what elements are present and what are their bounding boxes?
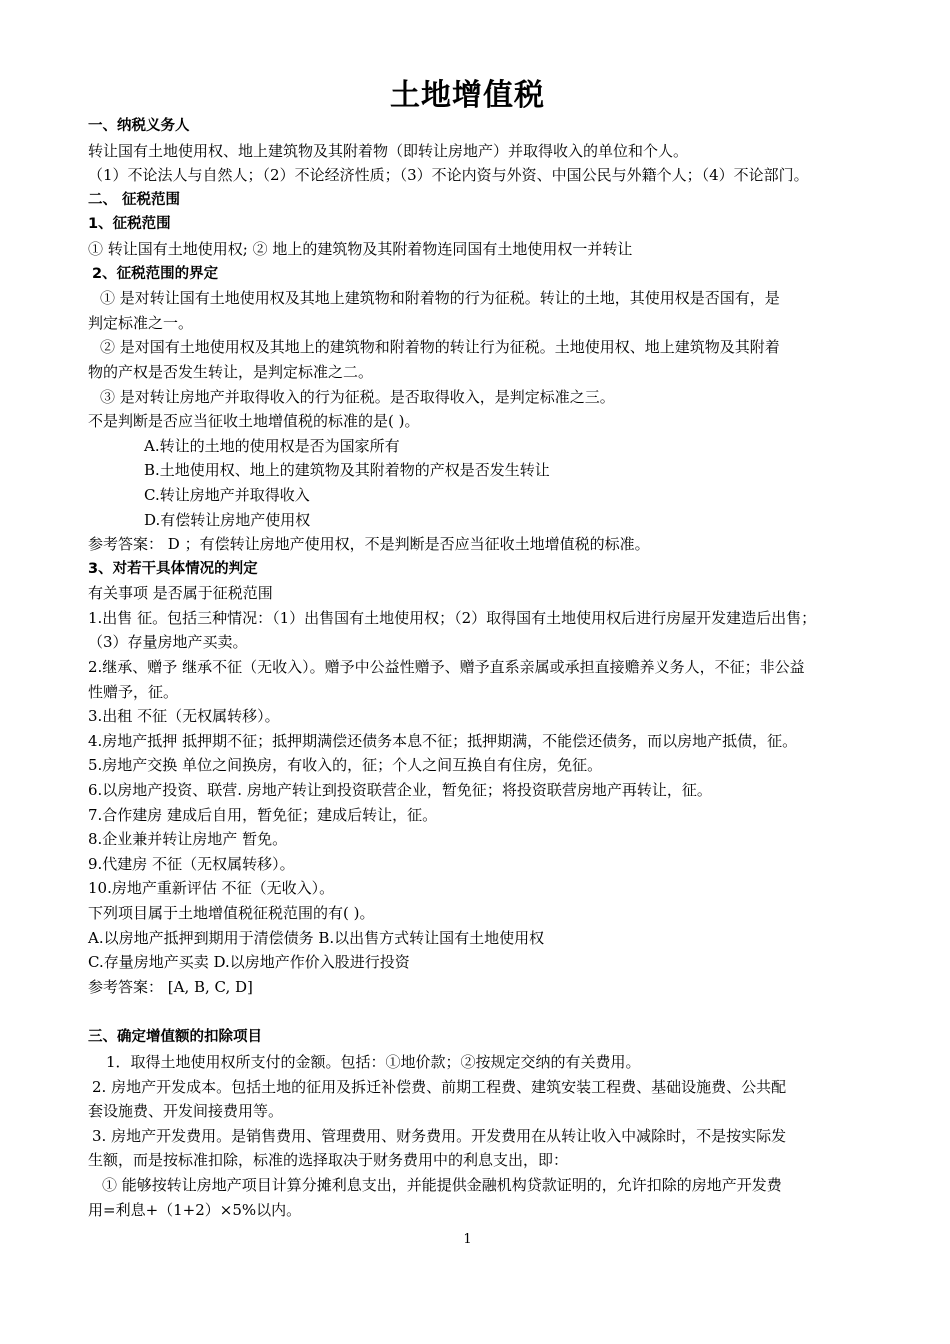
section-heading: 二、 征税范围 bbox=[88, 191, 181, 208]
paragraph-line: 3. 房地产开发费用。是销售费用、管理费用、财务费用。开发费用在从转让收入中减除时，不是按实际发 bbox=[92, 1126, 787, 1145]
paragraph-line: 判定标准之一。 bbox=[88, 313, 194, 332]
answer-line: 参考答案： [A, B, C, D] bbox=[88, 977, 253, 996]
paragraph-line: 8.企业兼并转让房地产 暂免。 bbox=[88, 830, 288, 849]
paragraph-line: 1.出售 征。包括三种情况：（1）出售国有土地使用权；（2）取得国有土地使用权后进行房屋开发建造后出售； bbox=[88, 608, 817, 627]
paragraph-line: 10.房地产重新评估 不征（无收入）。 bbox=[88, 879, 335, 898]
question-option: D.有偿转让房地产使用权 bbox=[144, 510, 311, 529]
paragraph-line: 7.合作建房 建成后自用，暂免征；建成后转让，征。 bbox=[88, 805, 438, 824]
paragraph-line: 生额，而是按标准扣除，标准的选择取决于财务费用中的利息支出，即： bbox=[88, 1151, 569, 1170]
paragraph-line: ① 转让国有土地使用权; ② 地上的建筑物及其附着物连同国有土地使用权一并转让 bbox=[88, 239, 633, 258]
paragraph-line: 2.继承、赠予 继承不征（无收入）。赠予中公益性赠予、赠予直系亲属或承担直接赡养义务人，不征；非公益 bbox=[88, 658, 805, 677]
paragraph-line: 6.以房地产投资、联营. 房地产转让到投资联营企业，暂免征；将投资联营房地产再转让，征。 bbox=[88, 781, 712, 800]
question-option: A.以房地产抵押到期用于清偿债务 B.以出售方式转让国有土地使用权 bbox=[88, 928, 545, 947]
paragraph-line: 用=利息+（1+2）×5%以内。 bbox=[88, 1200, 302, 1219]
paragraph-line: （3）存量房地产买卖。 bbox=[88, 633, 248, 652]
paragraph-line: 转让国有土地使用权、地上建筑物及其附着物（即转让房地产）并取得收入的单位和个人。 bbox=[88, 141, 689, 160]
paragraph-line: ① 能够按转让房地产项目计算分摊利息支出，并能提供金融机构贷款证明的，允许扣除的房地产开发费 bbox=[102, 1175, 782, 1194]
paragraph-line: 性赠予，征。 bbox=[88, 682, 179, 701]
paragraph-line: （1）不论法人与自然人；（2）不论经济性质；（3）不论内资与外资、中国公民与外籍个人；（4）不论部门。 bbox=[88, 166, 809, 185]
question-line: 下列项目属于土地增值税征税范围的有( )。 bbox=[88, 904, 375, 922]
answer-line: 参考答案： D ；有偿转让房地产使用权，不是判断是否应当征收土地增值税的标准。 bbox=[88, 535, 650, 554]
paragraph-line: ② 是对国有土地使用权及其地上的建筑物和附着物的转让行为征税。土地使用权、地上建筑物及其附着 bbox=[100, 338, 780, 357]
question-option: C.存量房地产买卖 D.以房地产作价入股进行投资 bbox=[88, 953, 410, 972]
paragraph-line: 5.房地产交换 单位之间换房，有收入的，征；个人之间互换自有住房，免征。 bbox=[88, 756, 603, 775]
page-number: 1 bbox=[463, 1232, 472, 1247]
document-body bbox=[88, 114, 858, 1222]
paragraph-line: 4.房地产抵押 抵押期不征；抵押期满偿还债务本息不征；抵押期满，不能偿还债务，而以房地产抵债，征。 bbox=[88, 731, 798, 750]
question-option: C.转让房地产并取得收入 bbox=[144, 485, 310, 504]
paragraph-line: 物的产权是否发生转让，是判定标准之二。 bbox=[88, 362, 374, 381]
paragraph-line: 套设施费、开发间接费用等。 bbox=[88, 1102, 284, 1121]
section-heading: 三、确定增值额的扣除项目 bbox=[88, 1029, 262, 1046]
question-option: B.土地使用权、地上的建筑物及其附着物的产权是否发生转让 bbox=[144, 461, 550, 480]
paragraph-line: ① 是对转让国有土地使用权及其地上建筑物和附着物的行为征税。转让的土地，其使用权是否国有，是 bbox=[100, 289, 780, 308]
question-line: 不是判断是否应当征收土地增值税的标准的是( )。 bbox=[88, 412, 420, 431]
paragraph-line: ③ 是对转让房地产并取得收入的行为征税。是否取得收入，是判定标准之三。 bbox=[100, 387, 615, 406]
subsection-heading: 1、征税范围 bbox=[88, 216, 171, 233]
paragraph-line: 3.出租 不征（无权属转移）。 bbox=[88, 707, 280, 726]
paragraph-line: 1．取得土地使用权所支付的金额。包括：①地价款；②按规定交纳的有关费用。 bbox=[106, 1052, 641, 1071]
blank-line bbox=[88, 999, 858, 1025]
subsection-heading: 3、对若干具体情况的判定 bbox=[88, 560, 258, 577]
section-heading: 一、纳税义务人 bbox=[88, 118, 190, 134]
subsection-heading: 2、征税范围的界定 bbox=[92, 265, 219, 282]
document-title: 土地增值税 bbox=[390, 78, 545, 113]
question-option: A.转让的土地的使用权是否为国家所有 bbox=[144, 436, 400, 455]
paragraph-line: 2. 房地产开发成本。包括土地的征用及拆迁补偿费、前期工程费、建筑安装工程费、基础设施费、公共配 bbox=[92, 1077, 787, 1096]
paragraph-line: 有关事项 是否属于征税范围 bbox=[88, 584, 273, 603]
paragraph-line: 9.代建房 不征（无权属转移）。 bbox=[88, 854, 295, 873]
